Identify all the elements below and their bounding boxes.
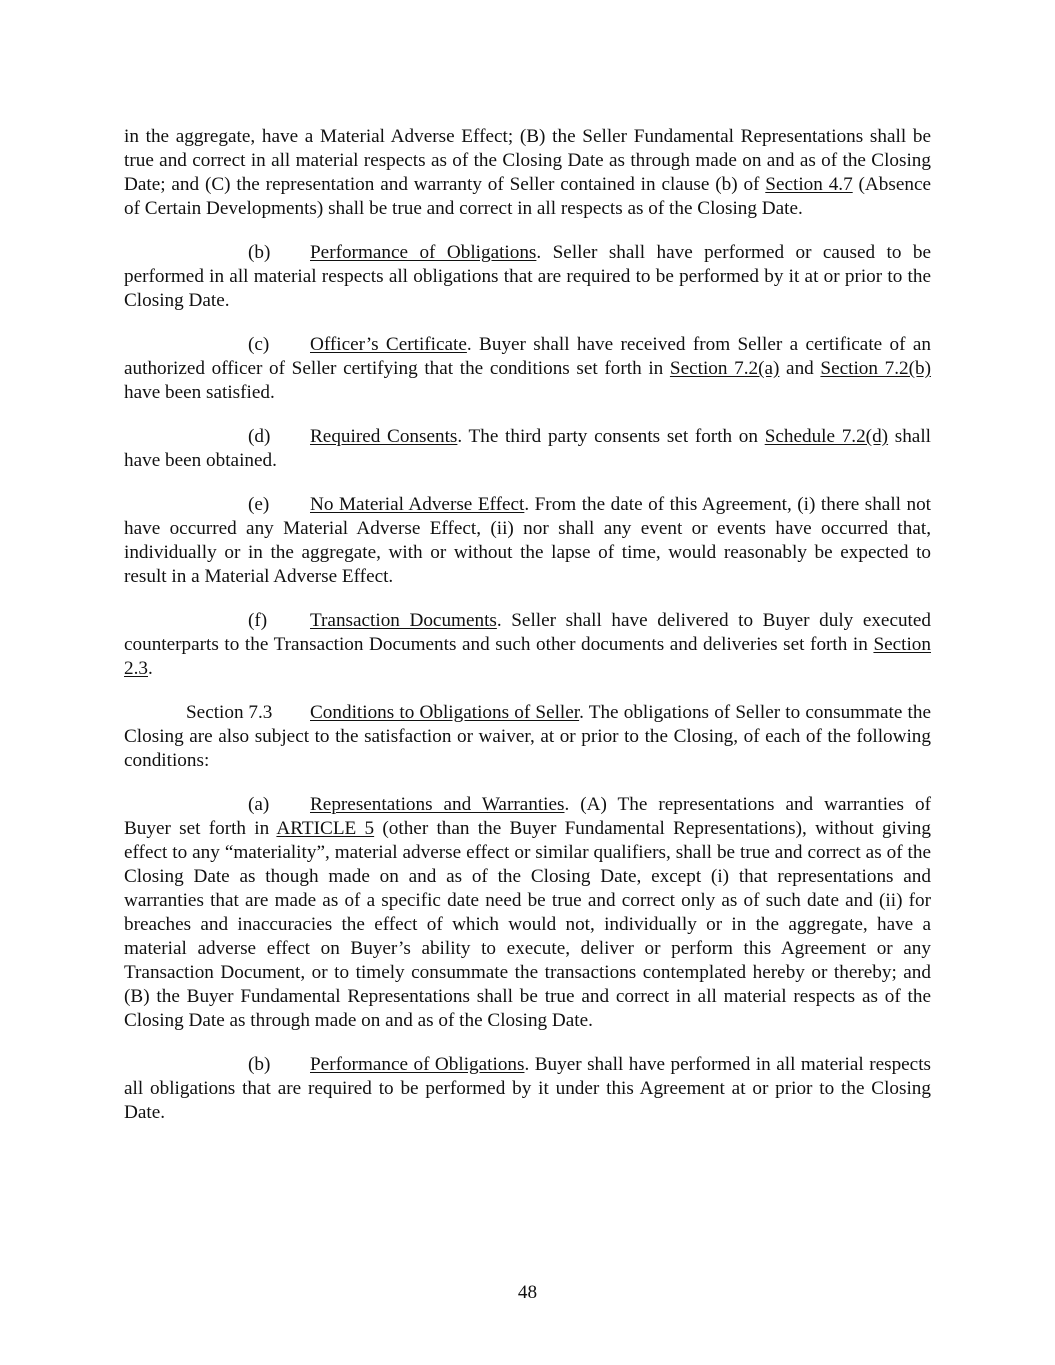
- clause-number: (f): [248, 610, 268, 631]
- paragraph-text: . Buyer shall have performed in all material respects all obligations that are required to be performed by it under this Agreement at or prior to the Closing Date.: [124, 1054, 931, 1123]
- clause-f-transaction-documents: [124, 609, 931, 681]
- clause-number: (e): [248, 494, 270, 515]
- paragraph-text: (Absence of Certain Developments) shall be true and correct in all respects as of the Closing Date.: [124, 174, 931, 219]
- paragraph-text: . The third party consents set forth on: [457, 426, 765, 447]
- clause-c-officers-certificate: [124, 333, 931, 405]
- clause-number: (c): [248, 334, 270, 355]
- clause-heading: Performance of Obligations: [310, 1054, 525, 1075]
- clause-number: (a): [248, 794, 270, 815]
- paragraph-continuation: [124, 125, 931, 221]
- clause-number: (b): [248, 1054, 271, 1075]
- clause-number: (b): [248, 242, 271, 263]
- paragraph-text: shall have been obtained.: [124, 426, 931, 471]
- section-number: Section 7.3: [186, 702, 273, 723]
- paragraph-text: . From the date of this Agreement, (i) there shall not have occurred any Material Adverse Effect, (ii) nor shall any event or events have occurred that, individually or in the aggregate, with or without the lapse of time, would reasonably be expected to result in a Material Adverse Effect.: [124, 494, 932, 587]
- clause-e-no-material-adverse-effect: [124, 493, 931, 589]
- paragraph-text: . Buyer shall have received from Seller a certificate of an authorized officer of Seller certifying that the conditions set forth in: [124, 334, 931, 379]
- paragraph-text: .: [147, 658, 153, 679]
- paragraph-text: (other than the Buyer Fundamental Representations), without giving effect to any “materiality”, material adverse effect or similar qualifiers, shall be true and correct as of the Closing Date as though made on and as of the Closing Date, except (i) that representations and warranties that are made as of a specific date need be true and correct only as of such date and (ii) for breaches and inaccuracies the effect of which would not, individually or in the aggregate, have a material adverse effect on Buyer’s ability to execute, deliver or perform this Agreement or any Transaction Document, or to timely consummate the transactions contemplated hereby or thereby; and (B) the Buyer Fundamental Representations shall be true and correct in all material respects as of the Closing Date as through made on and as of the Closing Date.: [124, 818, 931, 1031]
- clause-number: (d): [248, 426, 271, 447]
- clause-heading: Transaction Documents: [310, 610, 497, 631]
- paragraph-text: have been satisfied.: [124, 382, 275, 403]
- clause-heading: Required Consents: [310, 426, 458, 447]
- paragraph-text: . Seller shall have delivered to Buyer duly executed counterparts to the Transaction Documents and such other documents and deliveries set forth in: [124, 610, 931, 655]
- schedule-reference: Schedule 7.2(d): [764, 426, 889, 447]
- paragraph-text: . Seller shall have performed or caused to be performed in all material respects all obligations that are required to be performed by it at or prior to the Closing Date.: [124, 242, 931, 311]
- section-reference: Section 7.2(b): [820, 358, 931, 379]
- clause-d-required-consents: [124, 425, 931, 473]
- clause-heading: Performance of Obligations: [310, 242, 537, 263]
- clause-heading: Officer’s Certificate: [310, 334, 467, 355]
- clause-b-performance-of-obligations-buyer: [124, 1053, 931, 1125]
- clause-heading: No Material Adverse Effect: [310, 494, 525, 515]
- clause-b-performance-of-obligations: [124, 241, 931, 313]
- paragraph-text: . The obligations of Seller to consummate the Closing are also subject to the satisfaction or waiver, at or prior to the Closing, of each of the following conditions:: [124, 702, 931, 771]
- section-reference: Section 4.7: [765, 174, 853, 195]
- section-7-3-conditions-to-obligations-of-seller: [124, 701, 931, 773]
- paragraph-text: . (A) The representations and warranties of Buyer set forth in: [124, 794, 931, 839]
- clause-a-representations-and-warranties: [124, 793, 931, 1033]
- clause-heading: Representations and Warranties: [310, 794, 565, 815]
- document-body: [124, 125, 931, 1145]
- paragraph-text: in the aggregate, have a Material Adverse Effect; (B) the Seller Fundamental Representations shall be true and correct in all material respects as of the Closing Date as through made on and as of the Closing Date; and (C) the representation and warranty of Seller contained in clause (b) of: [124, 126, 931, 195]
- page-number: 48: [517, 1282, 538, 1303]
- section-reference: Section 7.2(a): [669, 358, 780, 379]
- paragraph-text: and: [779, 358, 821, 379]
- section-heading: Conditions to Obligations of Seller: [310, 702, 580, 723]
- section-reference: Section 2.3: [124, 634, 931, 679]
- article-reference: ARTICLE 5: [276, 818, 375, 839]
